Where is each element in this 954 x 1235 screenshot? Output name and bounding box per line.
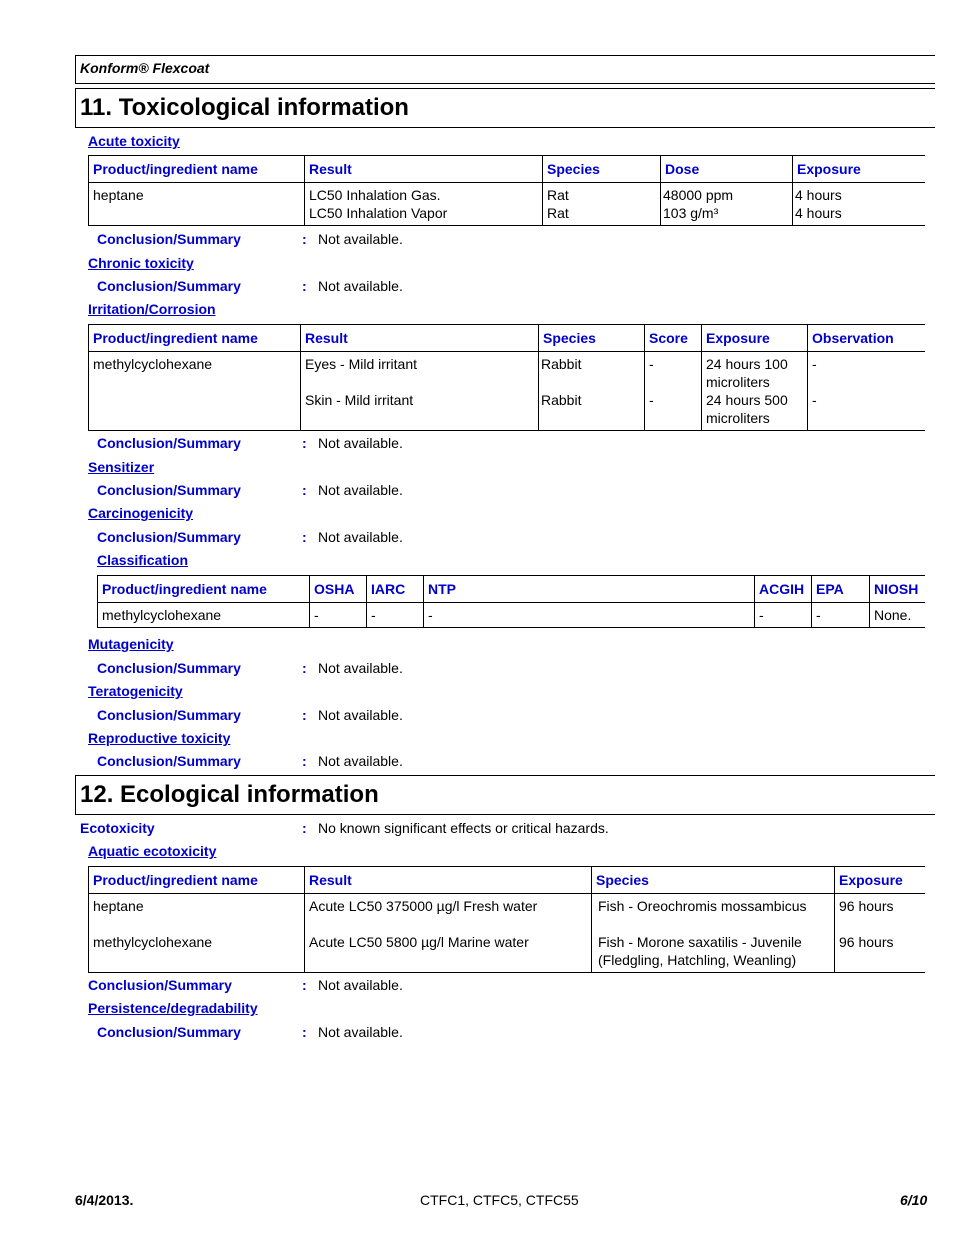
iarc-value: - [371,607,376,623]
summary-value: Not available. [318,231,403,247]
exposure-value: 4 hours [795,187,842,203]
footer-date: 6/4/2013. [75,1192,134,1208]
conclusion-summary-label: Conclusion/Summary [97,278,241,294]
teratogenicity-link[interactable]: Teratogenicity [88,683,183,699]
exposure-value: 4 hours [795,205,842,221]
reproductive-toxicity-link[interactable]: Reproductive toxicity [88,730,231,746]
acute-toxicity-table [88,155,925,226]
col-product-name: Product/ingredient name [98,576,310,603]
score-value: - [649,356,654,372]
ingredient-name: methylcyclohexane [93,934,213,950]
col-score: Score [645,325,702,352]
exposure-value: 24 hours 100 microliters [706,356,788,390]
col-result: Result [305,867,592,894]
acute-toxicity-link[interactable]: Acute toxicity [88,133,180,149]
section-11-title: 11. Toxicological information [80,94,409,121]
conclusion-summary-label: Conclusion/Summary [97,660,241,676]
persistence-degradability-link[interactable]: Persistence/degradability [88,1000,258,1016]
exposure-value: 96 hours [839,934,894,950]
section-12-title: 12. Ecological information [80,781,379,808]
col-product-name: Product/ingredient name [89,325,301,352]
colon: : [302,1024,307,1040]
col-ntp: NTP [424,576,755,603]
observation-value: - [812,392,817,408]
ingredient-name: methylcyclohexane [102,607,222,623]
exposure-value: 24 hours 500 microliters [706,392,788,426]
col-result: Result [305,156,543,183]
species-value: Fish - Morone saxatilis - Juvenile (Fledgling, Hatchling, Weanling) [598,934,802,968]
summary-value: Not available. [318,753,403,769]
aquatic-ecotoxicity-link[interactable]: Aquatic ecotoxicity [88,843,217,859]
colon: : [302,660,307,676]
species-value: Rabbit [541,392,582,408]
colon: : [302,278,307,294]
table-row [89,894,925,973]
ecotoxicity-label: Ecotoxicity [80,820,155,836]
ntp-value: - [428,607,433,623]
mutagenicity-link[interactable]: Mutagenicity [88,636,174,652]
conclusion-summary-label: Conclusion/Summary [97,435,241,451]
conclusion-summary-label: Conclusion/Summary [97,753,241,769]
table-row [89,352,925,431]
result-value: Skin - Mild irritant [305,392,414,408]
colon: : [302,435,307,451]
result-value: Acute LC50 5800 µg/l Marine water [309,934,529,950]
col-species: Species [543,156,661,183]
col-iarc: IARC [367,576,424,603]
result-value: Eyes - Mild irritant [305,356,418,372]
table-row [89,183,925,226]
col-exposure: Exposure [835,867,925,894]
ecotoxicity-value: No known significant effects or critical hazards. [318,820,609,836]
footer-page-number: 6/10 [900,1192,928,1208]
species-value: Fish - Oreochromis mossambicus [598,898,807,914]
species-value: Rabbit [541,356,582,372]
classification-table [97,575,925,628]
col-osha: OSHA [310,576,367,603]
colon: : [302,482,307,498]
conclusion-summary-label: Conclusion/Summary [97,1024,241,1040]
colon: : [302,707,307,723]
col-epa: EPA [812,576,870,603]
colon: : [302,977,307,993]
summary-value: Not available. [318,1024,403,1040]
exposure-value: 96 hours [839,898,894,914]
conclusion-summary-label: Conclusion/Summary [97,529,241,545]
ingredient-name: heptane [93,898,144,914]
summary-value: Not available. [318,435,403,451]
result-value: LC50 Inhalation Vapor [309,205,448,221]
irritation-corrosion-link[interactable]: Irritation/Corrosion [88,301,216,317]
result-value: LC50 Inhalation Gas. [309,187,441,203]
col-dose: Dose [661,156,793,183]
col-result: Result [301,325,539,352]
summary-value: Not available. [318,977,403,993]
col-exposure: Exposure [702,325,808,352]
osha-value: - [314,607,319,623]
colon: : [302,753,307,769]
col-species: Species [539,325,645,352]
chronic-toxicity-link[interactable]: Chronic toxicity [88,255,194,271]
score-value: - [649,392,654,408]
product-name: Konform® Flexcoat [80,60,210,76]
species-value: Rat [547,187,569,203]
carcinogenicity-link[interactable]: Carcinogenicity [88,505,194,521]
dose-value: 103 g/m³ [663,205,719,221]
conclusion-summary-label: Conclusion/Summary [88,977,232,993]
table-row [98,603,925,628]
classification-link[interactable]: Classification [97,552,189,568]
conclusion-summary-label: Conclusion/Summary [97,707,241,723]
col-product-name: Product/ingredient name [89,867,305,894]
colon: : [302,529,307,545]
species-value: Rat [547,205,569,221]
summary-value: Not available. [318,529,403,545]
colon: : [302,231,307,247]
sensitizer-link[interactable]: Sensitizer [88,459,155,475]
col-product-name: Product/ingredient name [89,156,305,183]
col-acgih: ACGIH [755,576,812,603]
col-niosh: NIOSH [870,576,925,603]
summary-value: Not available. [318,278,403,294]
result-value: Acute LC50 375000 µg/l Fresh water [309,898,538,914]
acgih-value: - [759,607,764,623]
ingredient-name: heptane [93,187,144,203]
summary-value: Not available. [318,482,403,498]
niosh-value: None. [874,607,912,623]
observation-value: - [812,356,817,372]
conclusion-summary-label: Conclusion/Summary [97,482,241,498]
colon: : [302,820,307,836]
col-species: Species [592,867,835,894]
col-observation: Observation [808,325,925,352]
aquatic-table [88,866,925,973]
conclusion-summary-label: Conclusion/Summary [97,231,241,247]
epa-value: - [816,607,821,623]
ingredient-name: methylcyclohexane [93,356,213,372]
summary-value: Not available. [318,707,403,723]
summary-value: Not available. [318,660,403,676]
dose-value: 48000 ppm [663,187,734,203]
irritation-table [88,324,925,431]
col-exposure: Exposure [793,156,925,183]
footer-codes: CTFC1, CTFC5, CTFC55 [420,1192,579,1208]
